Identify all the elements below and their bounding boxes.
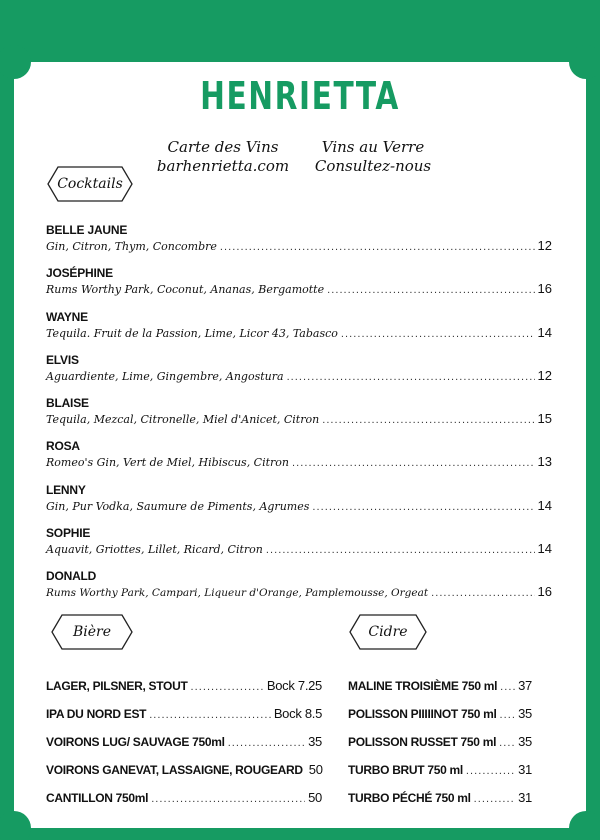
cocktail-price: 12 xyxy=(537,367,552,383)
cocktail-name: ELVIS xyxy=(46,352,79,367)
section-cocktails-label: Cocktails xyxy=(57,176,123,192)
dot-leader xyxy=(431,585,534,601)
list-item xyxy=(46,438,552,481)
cider-name: TURBO PÉCHÉ 750 ml xyxy=(348,791,471,805)
dot-leader xyxy=(228,737,305,749)
beer-name: LAGER, PILSNER, STOUT xyxy=(46,679,188,693)
cider-name: POLISSON PIIIIINOT 750 ml xyxy=(348,707,497,721)
corner-notch xyxy=(569,811,600,840)
list-item xyxy=(348,762,532,790)
cocktail-ingredients: Rums Worthy Park, Coconut, Ananas, Bergamotte xyxy=(46,283,325,297)
section-cidre-label: Cidre xyxy=(368,624,408,640)
cocktail-name: JOSÉPHINE xyxy=(46,266,113,281)
beer-name: IPA DU NORD EST xyxy=(46,707,147,721)
dot-leader xyxy=(292,455,535,471)
cocktail-price: 13 xyxy=(537,454,552,470)
wine-by-glass-note xyxy=(306,138,440,176)
list-item xyxy=(46,395,552,438)
list-item xyxy=(46,265,552,308)
cocktail-name: SOPHIE xyxy=(46,526,91,541)
list-item xyxy=(46,525,552,568)
cocktail-name: WAYNE xyxy=(46,309,88,324)
section-biere xyxy=(50,614,134,650)
list-item xyxy=(46,222,552,265)
list-item xyxy=(46,482,552,525)
beer-name: VOIRONS GANEVAT, LASSAIGNE, ROUGEARD xyxy=(46,763,303,777)
cocktail-ingredients: Gin, Citron, Thym, Concombre xyxy=(46,240,217,253)
cider-price: 31 xyxy=(518,762,532,777)
beer-price: 50 xyxy=(308,762,323,777)
corner-notch xyxy=(0,811,31,840)
list-item xyxy=(348,734,532,762)
dot-leader xyxy=(341,326,535,342)
cocktail-price: 14 xyxy=(537,541,552,557)
cider-list xyxy=(348,678,532,818)
list-item xyxy=(46,352,552,395)
beer-name: CANTILLON 750ml xyxy=(46,791,149,805)
beer-price: Bock 8.5 xyxy=(273,706,322,721)
list-item xyxy=(46,568,552,611)
cider-name: POLISSON RUSSET 750 ml xyxy=(348,735,497,749)
cocktail-price: 16 xyxy=(537,584,552,600)
wine-list-website: barhenrietta.com xyxy=(156,157,290,175)
corner-notch xyxy=(0,45,31,79)
cocktail-ingredients: Aquavit, Griottes, Lillet, Ricard, Citron xyxy=(46,543,263,557)
dot-leader xyxy=(327,282,534,298)
cocktail-ingredients: Tequila, Mezcal, Citronelle, Miel d'Anicet, Citron xyxy=(46,413,320,427)
cocktail-price: 15 xyxy=(537,411,552,427)
cocktail-list xyxy=(46,222,552,612)
dot-leader xyxy=(149,709,271,721)
dot-leader xyxy=(500,709,516,721)
cider-price: 35 xyxy=(518,706,532,721)
wine-list-note xyxy=(148,138,298,176)
cocktail-ingredients: Gin, Pur Vodka, Saumure de Piments, Agrumes xyxy=(46,499,310,513)
list-item xyxy=(46,309,552,352)
wine-by-glass-ask: Consultez-nous xyxy=(314,157,432,175)
list-item xyxy=(46,790,322,818)
beer-name: VOIRONS LUG/ SAUVAGE 750ml xyxy=(46,735,225,749)
corner-notch xyxy=(569,45,600,79)
wine-by-glass-label: Vins au Verre xyxy=(321,138,425,156)
cocktail-name: LENNY xyxy=(46,482,86,497)
menu-title: HENRIETTA xyxy=(200,74,400,118)
cider-price: 35 xyxy=(518,734,532,749)
dot-leader xyxy=(191,681,264,693)
dot-leader xyxy=(322,412,534,428)
cocktail-price: 16 xyxy=(537,281,552,297)
cocktail-name: ROSA xyxy=(46,439,80,454)
beer-price: 35 xyxy=(308,734,322,749)
section-cidre xyxy=(348,614,428,650)
cider-name: TURBO BRUT 750 ml xyxy=(348,763,463,777)
dot-leader xyxy=(220,239,535,255)
cocktail-name: BELLE JAUNE xyxy=(46,223,128,237)
cocktail-ingredients: Romeo's Gin, Vert de Miel, Hibiscus, Citron xyxy=(46,456,290,470)
cocktail-ingredients: Aguardiente, Lime, Gingembre, Angostura xyxy=(46,369,284,383)
dot-leader xyxy=(499,737,515,749)
section-biere-label: Bière xyxy=(72,624,112,640)
cocktail-ingredients: Rums Worthy Park, Campari, Liqueur d'Orange, Pamplemousse, Orgeat xyxy=(46,587,429,600)
list-item xyxy=(348,678,532,706)
list-item xyxy=(46,734,322,762)
cocktail-name: DONALD xyxy=(46,569,97,584)
list-item xyxy=(46,678,322,706)
dot-leader xyxy=(287,369,535,385)
dot-leader xyxy=(474,793,515,805)
dot-leader xyxy=(312,499,534,515)
wine-list-label: Carte des Vins xyxy=(167,138,279,156)
section-cocktails xyxy=(46,166,134,202)
dot-leader xyxy=(266,542,535,558)
list-item xyxy=(46,706,322,734)
cocktail-price: 14 xyxy=(537,324,552,340)
beer-list xyxy=(46,678,322,818)
cocktail-price: 12 xyxy=(537,238,552,253)
dot-leader xyxy=(500,681,515,693)
beer-price: Bock 7.25 xyxy=(266,678,322,693)
dot-leader xyxy=(466,765,515,777)
dot-leader xyxy=(151,793,305,805)
cocktail-ingredients: Tequila. Fruit de la Passion, Lime, Licor 43, Tabasco xyxy=(46,326,338,340)
list-item xyxy=(46,762,322,790)
cocktail-price: 14 xyxy=(537,497,552,513)
list-item xyxy=(348,706,532,734)
beer-price: 50 xyxy=(308,790,322,805)
list-item xyxy=(348,790,532,818)
cider-price: 37 xyxy=(518,678,532,693)
cider-price: 31 xyxy=(518,790,532,805)
cider-name: MALINE TROISIÈME 750 ml xyxy=(348,679,498,693)
cocktail-name: BLAISE xyxy=(46,396,89,411)
